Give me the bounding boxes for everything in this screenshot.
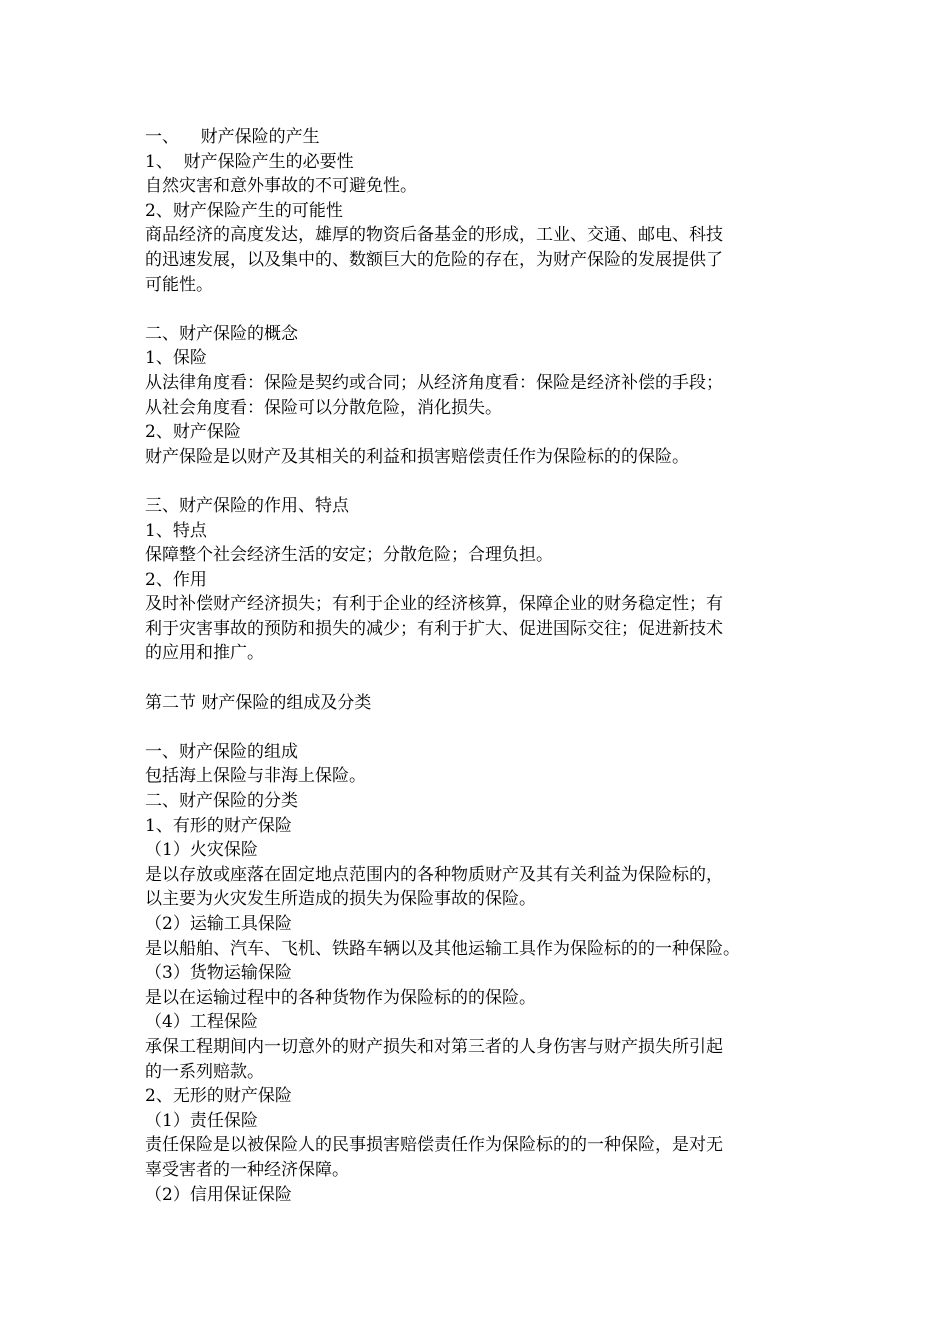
section-heading: 一、财产保险的组成 [145, 741, 298, 762]
subheading: 2、财产保险 [145, 422, 241, 443]
subheading: 2、财产保险产生的可能性 [145, 200, 343, 221]
paragraph-line: 的迅速发展，以及集中的、数额巨大的危险的存在，为财产保险的发展提供了 [145, 249, 723, 270]
paragraph-line: 的应用和推广。 [145, 643, 264, 664]
paragraph-line: 商品经济的高度发达，雄厚的物资后备基金的形成，工业、交通、邮电、科技 [145, 225, 723, 246]
section-heading: 二、财产保险的分类 [145, 791, 298, 812]
blank-line [145, 469, 813, 494]
blank-line [145, 297, 813, 322]
list-item-heading: （1）责任保险 [145, 1110, 258, 1131]
paragraph-line: 是以在运输过程中的各种货物作为保险标的的保险。 [145, 987, 536, 1008]
subheading: 1、 财产保险产生的必要性 [145, 151, 354, 172]
subheading: 2、无形的财产保险 [145, 1086, 292, 1107]
subheading: 1、特点 [145, 520, 207, 541]
paragraph-line: 财产保险是以财产及其相关的利益和损害赔偿责任作为保险标的的保险。 [145, 446, 689, 467]
section-heading: 二、财产保险的概念 [145, 323, 298, 344]
paragraph-line: 利于灾害事故的预防和损失的减少；有利于扩大、促进国际交往；促进新技术 [145, 618, 723, 639]
paragraph-line: 责任保险是以被保险人的民事损害赔偿责任作为保险标的的一种保险，是对无 [145, 1135, 723, 1156]
paragraph-line: 的一系列赔款。 [145, 1061, 264, 1082]
section-heading: 三、财产保险的作用、特点 [145, 495, 349, 516]
chapter-section-title: 第二节 财产保险的组成及分类 [145, 692, 372, 713]
paragraph-line: 承保工程期间内一切意外的财产损失和对第三者的人身伤害与财产损失所引起 [145, 1036, 723, 1057]
list-item-heading: （2）信用保证保险 [145, 1184, 292, 1205]
paragraph-line: 可能性。 [145, 274, 213, 295]
section-heading: 一、 财产保险的产生 [145, 127, 320, 147]
paragraph-line: 从社会角度看：保险可以分散危险，消化损失。 [145, 397, 502, 418]
list-item-heading: （2）运输工具保险 [145, 914, 292, 934]
paragraph-line: 自然灾害和意外事故的不可避免性。 [145, 176, 417, 197]
paragraph-line: 保障整个社会经济生活的安定；分散危险；合理负担。 [145, 545, 553, 566]
paragraph-line: 以主要为火灾发生所造成的损失为保险事故的保险。 [145, 889, 536, 910]
subheading: 2、作用 [145, 569, 207, 590]
blank-line [145, 666, 813, 691]
list-item-heading: （1）火灾保险 [145, 840, 258, 861]
document-page [145, 125, 813, 1207]
subheading: 1、有形的财产保险 [145, 815, 292, 836]
list-item-heading: （3）货物运输保险 [145, 963, 292, 984]
paragraph-line: 是以船舶、汽车、飞机、铁路车辆以及其他运输工具作为保险标的的一种保险。 [145, 938, 740, 959]
paragraph-line: 是以存放或座落在固定地点范围内的各种物质财产及其有关利益为保险标的， [145, 864, 723, 885]
paragraph-line: 及时补偿财产经济损失；有利于企业的经济核算，保障企业的财务稳定性；有 [145, 594, 723, 615]
paragraph-line: 从法律角度看：保险是契约或合同；从经济角度看：保险是经济补偿的手段； [145, 372, 723, 393]
list-item-heading: （4）工程保险 [145, 1012, 258, 1033]
paragraph-line: 辜受害者的一种经济保障。 [145, 1159, 349, 1180]
subheading: 1、保险 [145, 348, 207, 369]
blank-line [145, 715, 813, 740]
paragraph-line: 包括海上保险与非海上保险。 [145, 766, 366, 787]
